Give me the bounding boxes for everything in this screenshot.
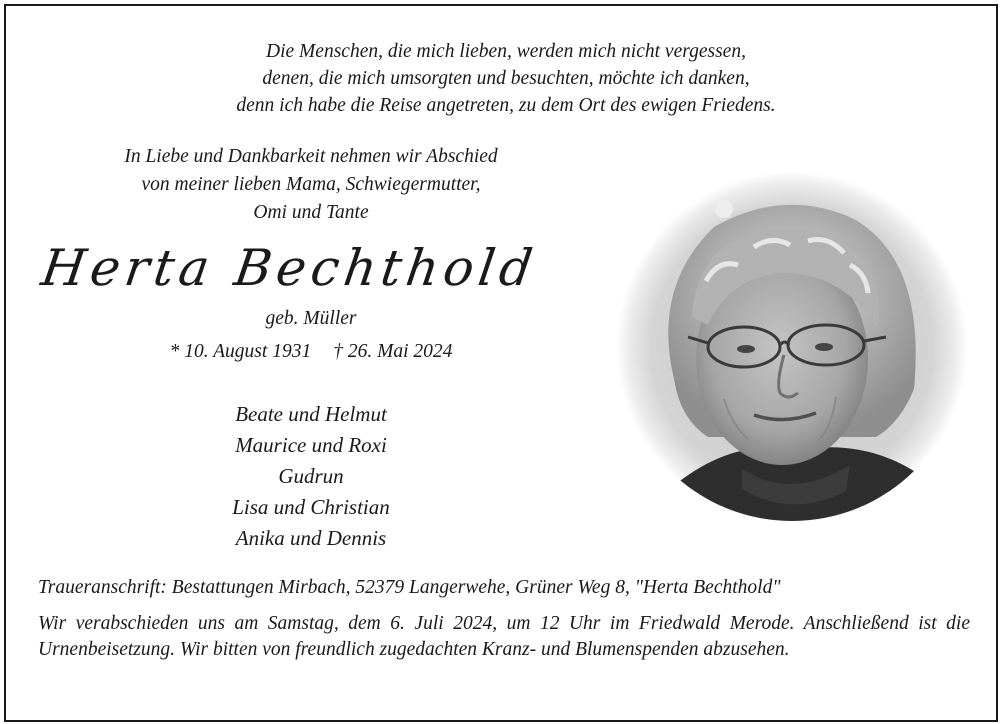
mourner-entry: Anika und Dennis (235, 526, 387, 550)
portrait-photo (614, 169, 970, 525)
farewell-intro (56, 143, 566, 227)
intro-line: Omi und Tante (253, 202, 369, 223)
poem-line: Die Menschen, die mich lieben, werden mich nicht vergessen, (266, 41, 746, 62)
death-date: † 26. Mai 2024 (333, 341, 453, 362)
maiden-name: geb. Müller (265, 308, 357, 329)
mourner-entry: Maurice und Roxi (235, 433, 387, 457)
mourners-list (56, 399, 566, 554)
mourner-entry: Lisa und Christian (232, 495, 390, 519)
obituary-card (4, 4, 998, 722)
mourning-address: Traueranschrift: Bestattungen Mirbach, 52379 Langerwehe, Grüner Weg 8, "Herta Bechthold" (38, 577, 781, 598)
deceased-name: Herta Bechthold (37, 239, 541, 297)
mourner-entry: Gudrun (278, 464, 344, 488)
mourner-entry: Beate und Helmut (235, 402, 387, 426)
poem-line: denen, die mich umsorgten und besuchten, möchte ich danken, (262, 68, 750, 89)
hair-clip (715, 200, 733, 218)
intro-line: In Liebe und Dankbarkeit nehmen wir Abschied (124, 146, 498, 167)
eye-left (737, 345, 755, 353)
funeral-service-notice: Wir verabschieden uns am Samstag, dem 6. Juli 2024, um 12 Uhr im Friedwald Merode. Anschließend ist die Urnenbeisetzung. Wir bitten von freundlich zugedachten Kranz- und Blumenspenden abzusehen. (38, 613, 970, 660)
poem-line: denn ich habe die Reise angetreten, zu dem Ort des ewigen Friedens. (236, 95, 776, 116)
memorial-poem (6, 38, 1000, 119)
life-dates (56, 339, 566, 365)
intro-line: von meiner lieben Mama, Schwiegermutter, (141, 174, 481, 195)
birth-date: * 10. August 1931 (169, 341, 312, 362)
eye-right (815, 343, 833, 351)
